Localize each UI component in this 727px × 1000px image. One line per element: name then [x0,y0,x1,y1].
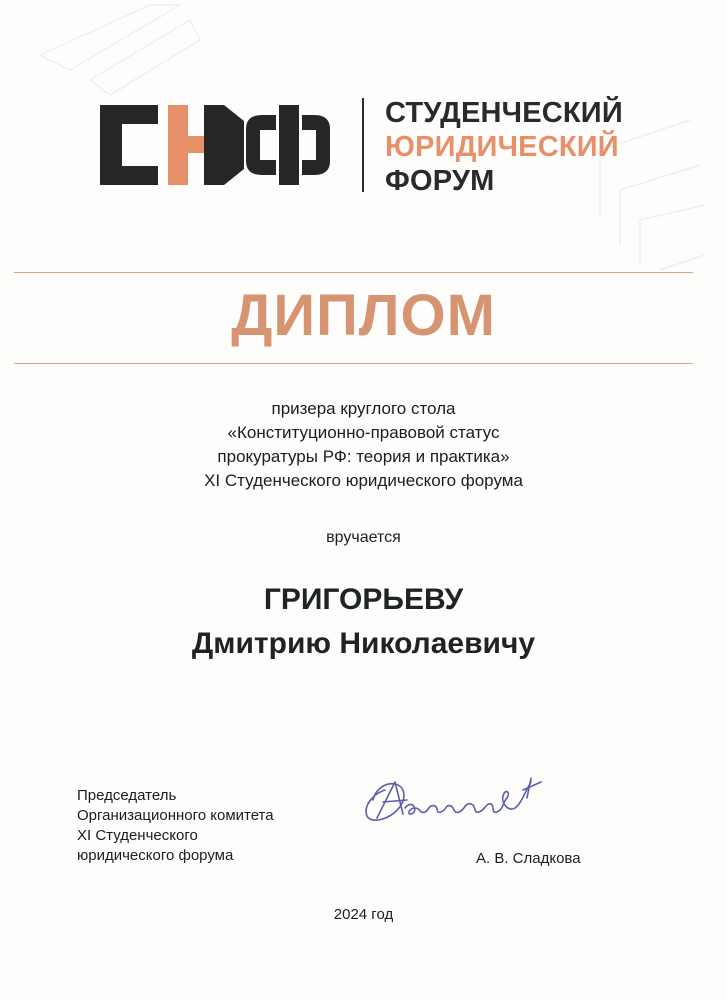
recipient-given-names: Дмитрию Николаевичу [191,627,536,660]
logo-divider [362,98,364,192]
title-rule-bottom [14,363,693,364]
forum-name [385,96,623,198]
forum-name-line-1: СТУДЕНЧЕСКИЙ [385,97,623,129]
award-description [0,397,727,493]
year-label: 2024 год [333,906,394,923]
recipient-surname: ГРИГОРЬЕВУ [263,583,464,616]
award-line: XI Студенческого юридического форума [204,471,523,490]
signer-name: А. В. Сладкова [476,850,581,867]
forum-name-line-3: ФОРУМ [385,165,495,197]
chair-line: Организационного комитета [77,807,274,824]
forum-name-line-2: ЮРИДИЧЕСКИЙ [385,131,619,163]
award-line: «Конституционно-правовой статус [227,423,500,442]
award-line: прокуратуры РФ: теория и практика» [217,447,510,466]
diploma-title: ДИПЛОМ [231,283,496,348]
title-rule-top [14,272,693,273]
handwritten-signature [355,768,545,830]
recipient-name [0,578,727,666]
chair-line: юридического форума [77,847,234,864]
award-line: призера круглого стола [271,399,456,418]
chair-line: Председатель [77,787,177,804]
presented-to-label: вручается [326,529,401,546]
chair-line: XI Студенческого [77,827,198,844]
chair-title [77,786,274,866]
sjuf-logo-icon [100,105,336,185]
